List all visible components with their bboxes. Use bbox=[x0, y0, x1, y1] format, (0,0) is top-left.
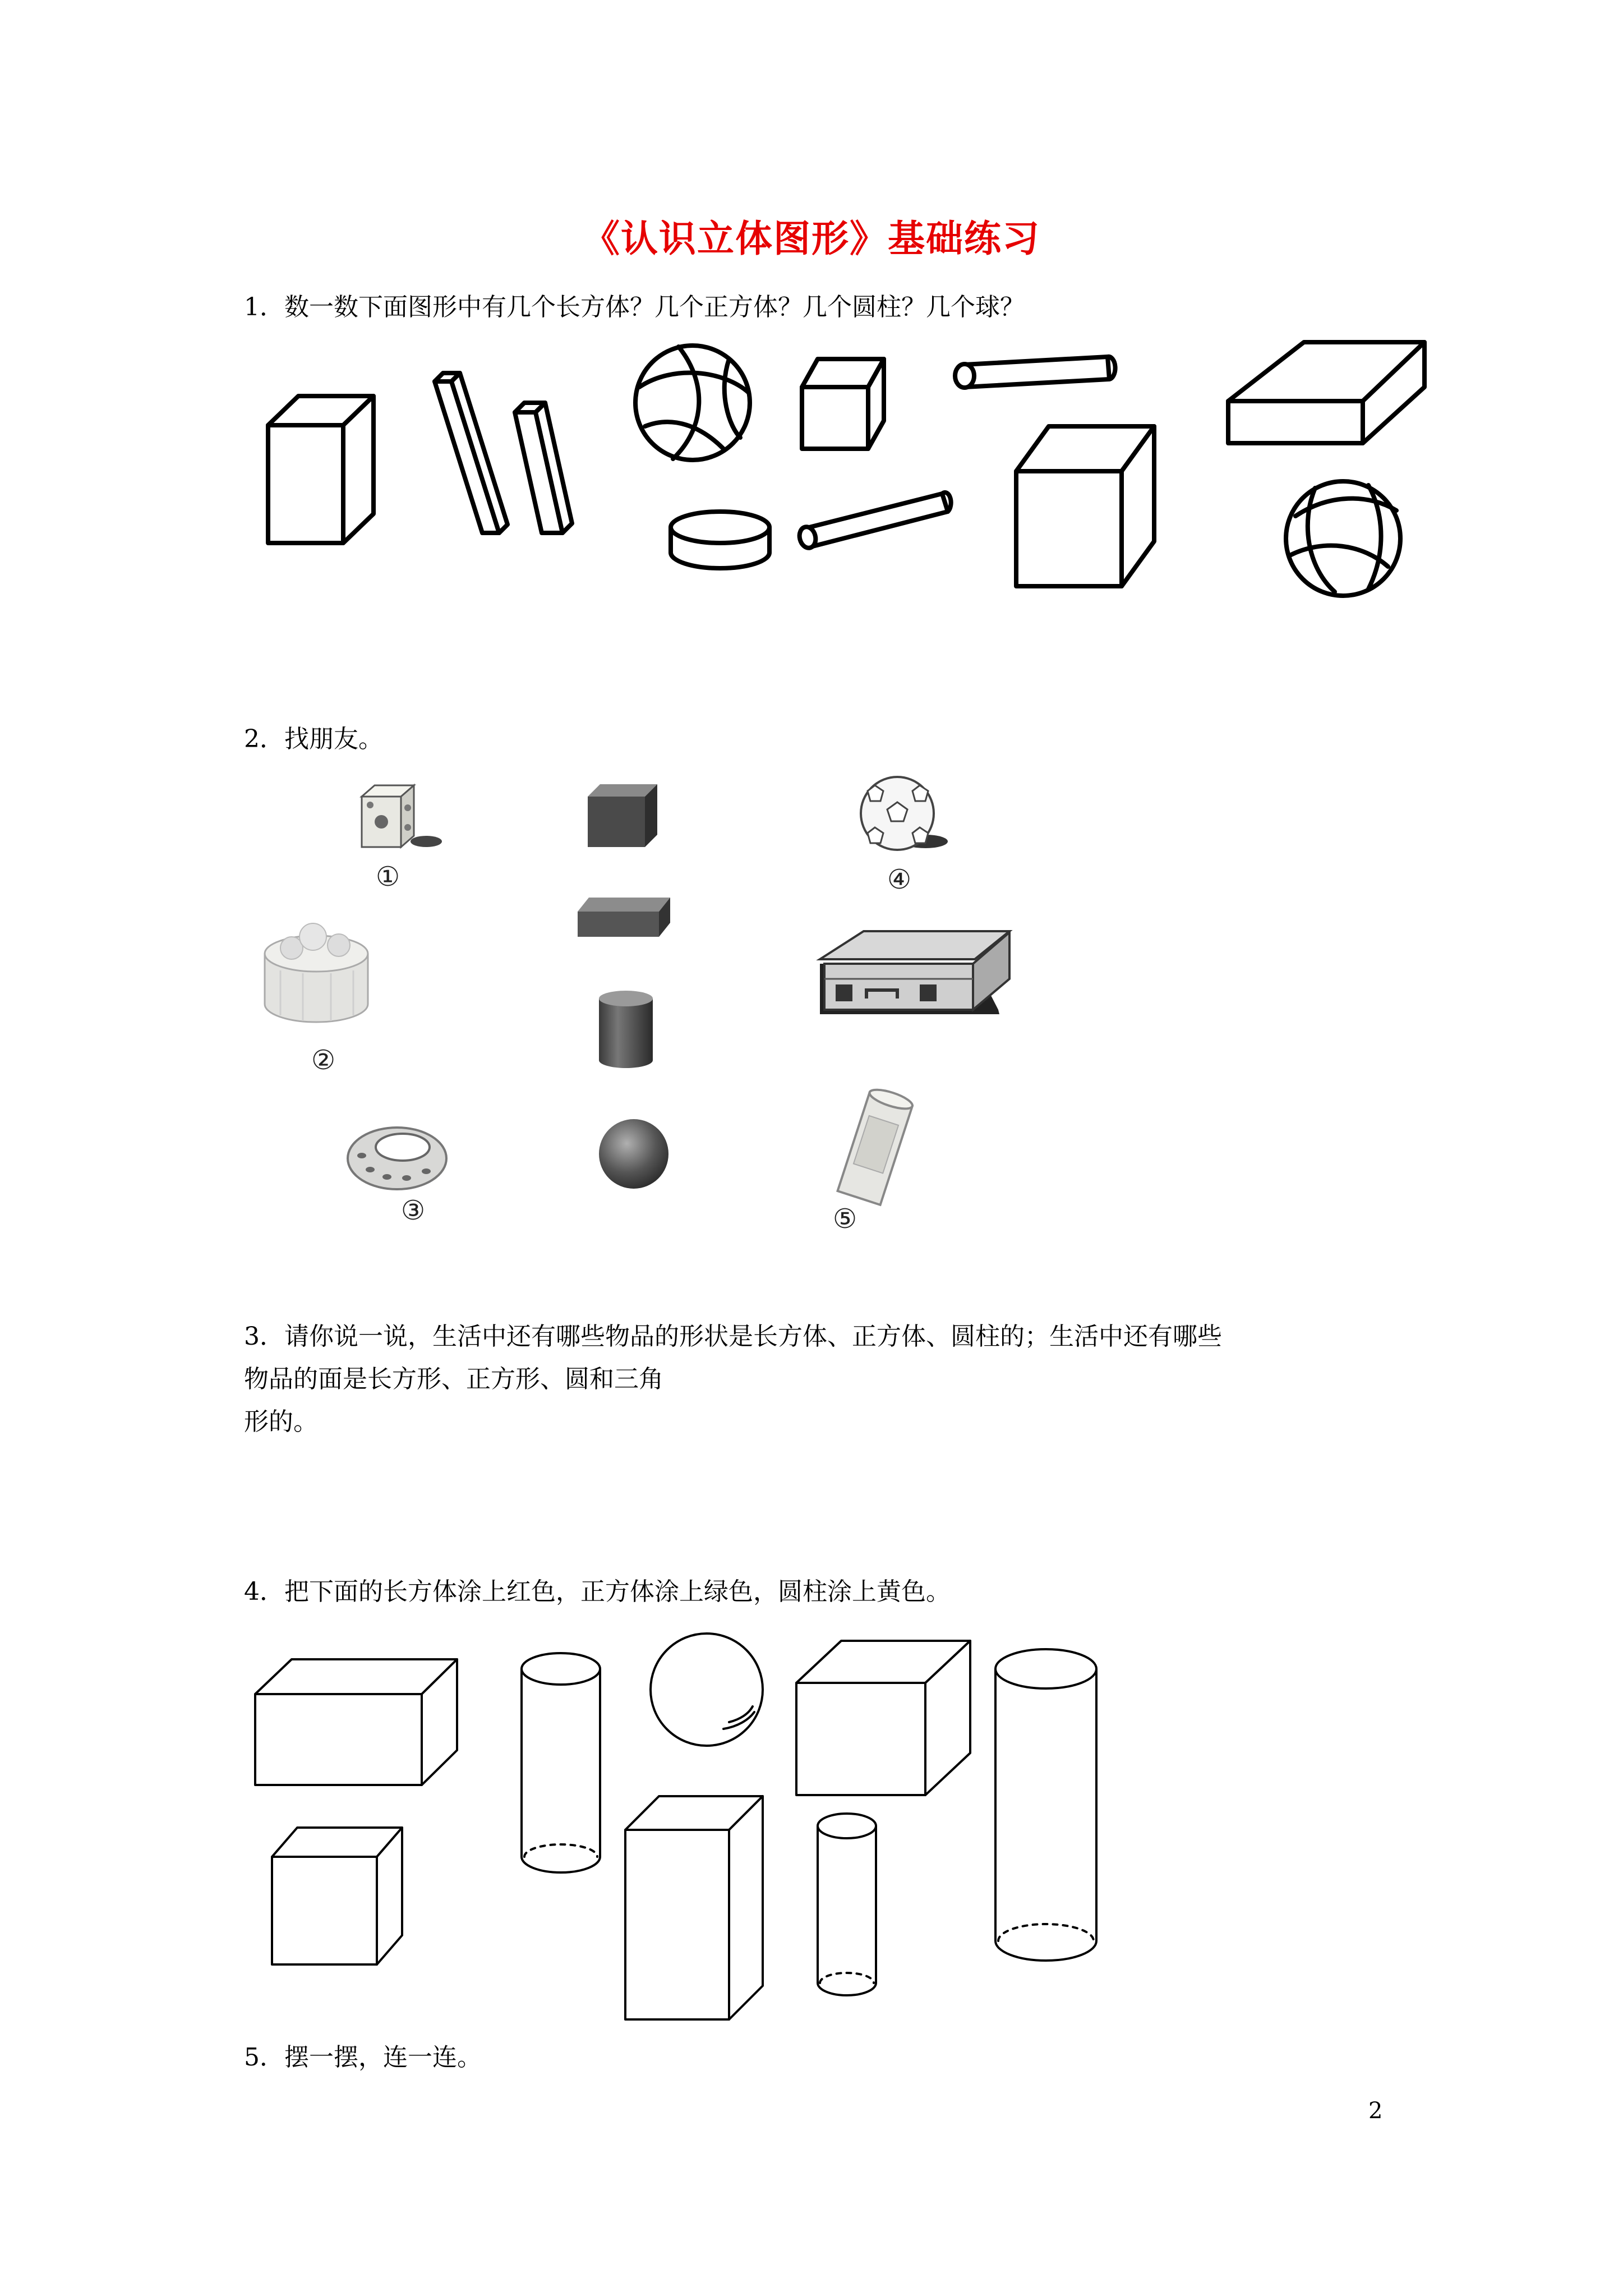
q2-label-5: ⑤ bbox=[833, 1203, 857, 1235]
question-1: 1．数一数下面图形中有几个长方体？几个正方体？几个圆柱？几个球？ bbox=[244, 293, 1025, 321]
question-3-line-3: 形的。 bbox=[244, 1407, 318, 1436]
q2-label-1: ① bbox=[376, 861, 400, 892]
q2-label-4: ④ bbox=[887, 864, 912, 895]
page-title: 《认识立体图形》基础练习 bbox=[583, 217, 1040, 260]
question-4: 4．把下面的长方体涂上红色，正方体涂上绿色，圆柱涂上黄色。 bbox=[244, 1577, 951, 1606]
page-number: 2 bbox=[1368, 2098, 1383, 2124]
question-3-line-2: 物品的面是长方形、正方形、圆和三角 bbox=[244, 1365, 663, 1393]
q2-label-3: ③ bbox=[401, 1195, 426, 1226]
question-5: 5．摆一摆，连一连。 bbox=[244, 2043, 482, 2072]
question-2: 2．找朋友。 bbox=[244, 725, 383, 753]
question-3-line-1: 3．请你说一说，生活中还有哪些物品的形状是长方体、正方体、圆柱的；生活中还有哪些 bbox=[244, 1322, 1222, 1351]
q2-label-2: ② bbox=[311, 1045, 336, 1076]
